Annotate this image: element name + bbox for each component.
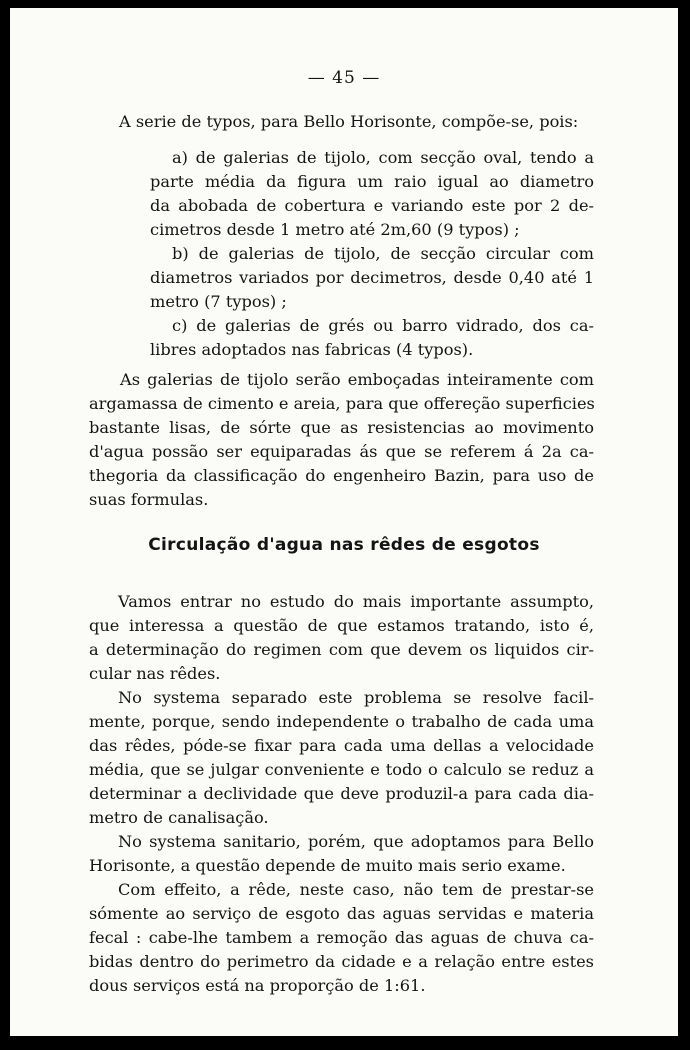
text-line: que interessa a questão de que estamos tratando, isto é, (89, 616, 594, 635)
text-line: cimetros desde 1 metro até 2m,60 (9 typos) ; (150, 220, 520, 239)
text-line: bastante lisas, de sórte que as resistencias ao movimento (89, 418, 594, 437)
text-line: média, que se julgar conveniente e todo o calculo se reduz a (89, 760, 594, 779)
text-line: fecal : cabe-lhe tambem a remoção das aguas de chuva ca- (89, 928, 594, 947)
text-line: Com effeito, a rêde, neste caso, não tem de prestar-se (118, 880, 594, 899)
section-heading: Circulação d'agua nas rêdes de esgotos (148, 535, 540, 555)
text-line: da abobada de cobertura e variando este por 2 de- (150, 196, 594, 215)
text-line: a determinação do regimen com que devem os liquidos cir- (89, 640, 594, 659)
text-line: A serie de typos, para Bello Horisonte, compõe-se, pois: (119, 112, 579, 131)
text-line: Vamos entrar no estudo do mais importante assumpto, (118, 592, 594, 611)
text-line: Horisonte, a questão depende de muito mais serio exame. (89, 856, 566, 875)
text-line: d'agua possão ser equiparadas ás que se referem á 2a ca- (89, 442, 594, 461)
text-line: a) de galerias de tijolo, com secção oval, tendo a (172, 148, 594, 167)
text-line: metro de canalisação. (89, 808, 269, 827)
text-line: thegoria da classificação do engenheiro Bazin, para uso de (89, 466, 594, 485)
text-line: mente, porque, sendo independente o trabalho de cada uma (89, 712, 594, 731)
text-line: No systema sanitario, porém, que adoptamos para Bello (118, 832, 594, 851)
text-line: cular nas rêdes. (89, 664, 221, 683)
page-number: — 45 — (307, 68, 381, 88)
text-line: determinar a declividade que deve produzil-a para cada dia- (89, 784, 594, 803)
text-line: No systema separado este problema se resolve facil- (118, 688, 594, 707)
text-line: diametros variados por decimetros, desde 0,40 até 1 (150, 268, 594, 287)
text-line: parte média da figura um raio igual ao diametro (150, 172, 594, 191)
text-line: sómente ao serviço de esgoto das aguas servidas e materia (89, 904, 594, 923)
text-line: b) de galerias de tijolo, de secção circular com (172, 244, 594, 263)
text-line: As galerias de tijolo serão emboçadas inteiramente com (120, 370, 594, 389)
text-line: libres adoptados nas fabricas (4 typos). (150, 340, 474, 359)
text-line: argamassa de cimento e areia, para que offereção superficies (89, 394, 595, 413)
text-line: das rêdes, póde-se fixar para cada uma dellas a velocidade (89, 736, 594, 755)
text-line: c) de galerias de grés ou barro vidrado, dos ca- (172, 316, 594, 335)
book-page (10, 8, 678, 1036)
text-line: suas formulas. (89, 490, 209, 509)
text-line: bidas dentro do perimetro da cidade e a relação entre estes (89, 952, 594, 971)
text-line: metro (7 typos) ; (150, 292, 287, 311)
text-line: dous serviços está na proporção de 1:61. (89, 976, 426, 995)
